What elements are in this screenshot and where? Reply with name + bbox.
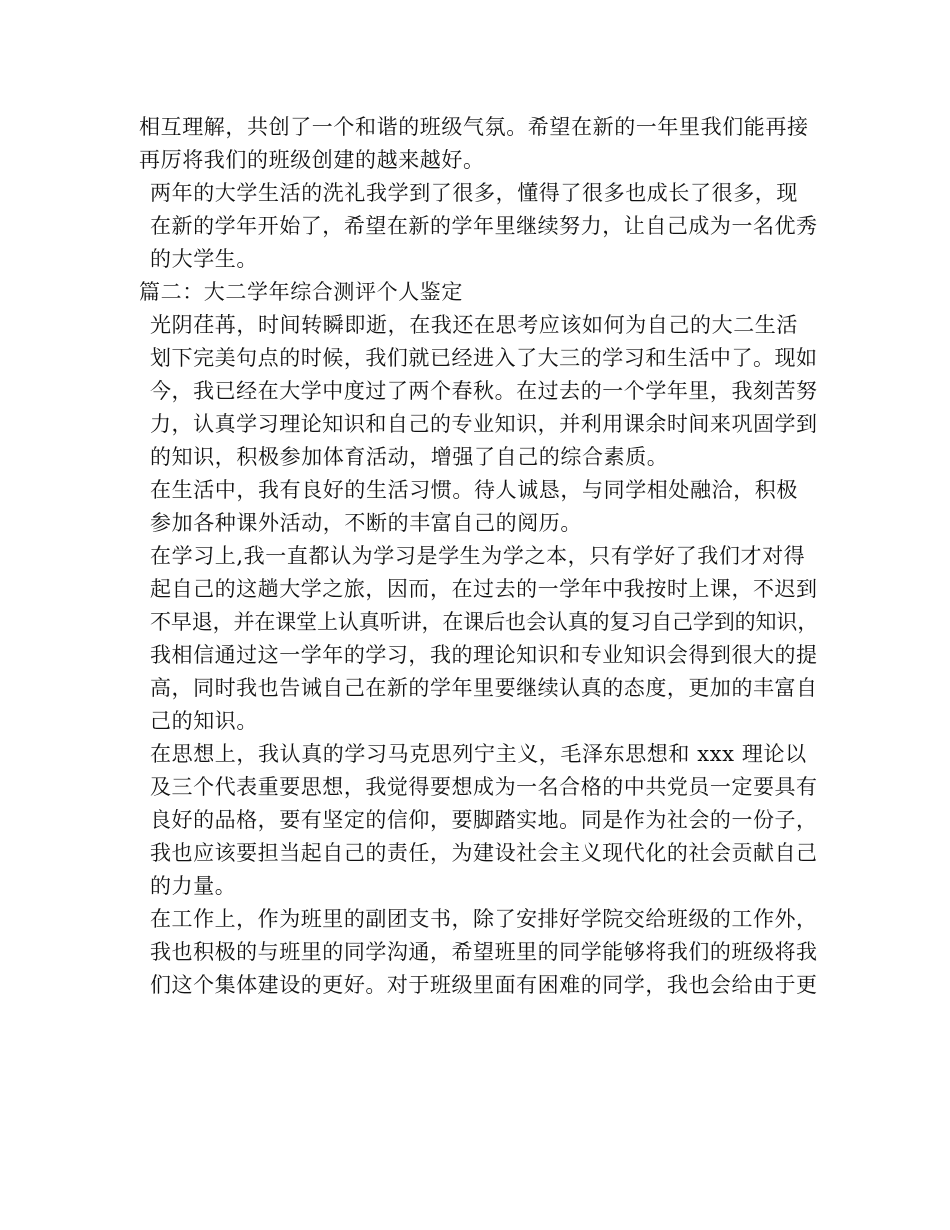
paragraph-life: [139, 474, 818, 540]
text-line: 的力量。: [150, 874, 237, 898]
text-line: 起自己的这趟大学之旅，因而，在过去的一学年中我按时上课，不迟到: [150, 577, 818, 601]
text-line: 良好的品格，要有坚定的信仰，要脚踏实地。同是作为社会的一份子，: [150, 808, 818, 832]
text-line: 今，我已经在大学中度过了两个春秋。在过去的一个学年里，我刻苦努: [150, 379, 818, 403]
heading-text: 篇二：大二学年综合测评个人鉴定: [139, 280, 463, 304]
text-line: 高，同时我也告诫自己在新的学年里要继续认真的态度，更加的丰富自: [150, 676, 818, 700]
paragraph-work: [139, 903, 818, 1002]
text-line: 的知识，积极参加体育活动，增强了自己的综合素质。: [150, 445, 669, 469]
text-line: 在生活中，我有良好的生活习惯。待人诚恳，与同学相处融洽，积极: [150, 478, 798, 502]
text-line: 不早退，并在课堂上认真听讲，在课后也会认真的复习自己学到的知识，: [150, 610, 819, 634]
text-line: 在学习上,我一直都认为学习是学生为学之本，只有学好了我们才对得: [150, 544, 806, 568]
text-line: 在思想上，我认真的学习马克思列宁主义，毛泽东思想和 xxx 理论以: [150, 742, 807, 766]
text-line: 己的知识。: [150, 709, 258, 733]
paragraph-study: [139, 540, 818, 738]
paragraph-thought: [139, 738, 818, 903]
text-line: 相互理解，共创了一个和谐的班级气氛。希望在新的一年里我们能再接: [139, 115, 809, 139]
paragraph-two-years: [139, 177, 818, 276]
text-line: 再厉将我们的班级创建的越来越好。: [139, 148, 485, 172]
text-line: 在工作上，作为班里的副团支书，除了安排好学院交给班级的工作外，: [150, 907, 818, 931]
text-line: 的大学生。: [150, 247, 258, 271]
text-line: 们这个集体建设的更好。对于班级里面有困难的同学，我也会给由于更: [150, 973, 818, 997]
section-heading: [139, 276, 818, 309]
text-line: 两年的大学生活的洗礼我学到了很多，懂得了很多也成长了很多，现: [150, 181, 798, 205]
text-line: 我相信通过这一学年的学习，我的理论知识和专业知识会得到很大的提: [150, 643, 818, 667]
paragraph-continuation: [139, 111, 818, 177]
text-line: 我也积极的与班里的同学沟通，希望班里的同学能够将我们的班级将我: [150, 940, 818, 964]
document-body: [139, 111, 818, 1002]
text-line: 我也应该要担当起自己的责任，为建设社会主义现代化的社会贡献自己: [150, 841, 818, 865]
text-line: 划下完美句点的时候，我们就已经进入了大三的学习和生活中了。现如: [150, 346, 818, 370]
text-line: 力，认真学习理论知识和自己的专业知识，并利用课余时间来巩固学到: [150, 412, 818, 436]
text-line: 参加各种课外活动，不断的丰富自己的阅历。: [150, 511, 582, 535]
text-line: 光阴荏苒，时间转瞬即逝，在我还在思考应该如何为自己的大二生活: [150, 313, 798, 337]
paragraph-intro: [139, 309, 818, 474]
text-line: 及三个代表重要思想，我觉得要想成为一名合格的中共党员一定要具有: [150, 775, 818, 799]
text-line: 在新的学年开始了，希望在新的学年里继续努力，让自己成为一名优秀: [150, 214, 818, 238]
